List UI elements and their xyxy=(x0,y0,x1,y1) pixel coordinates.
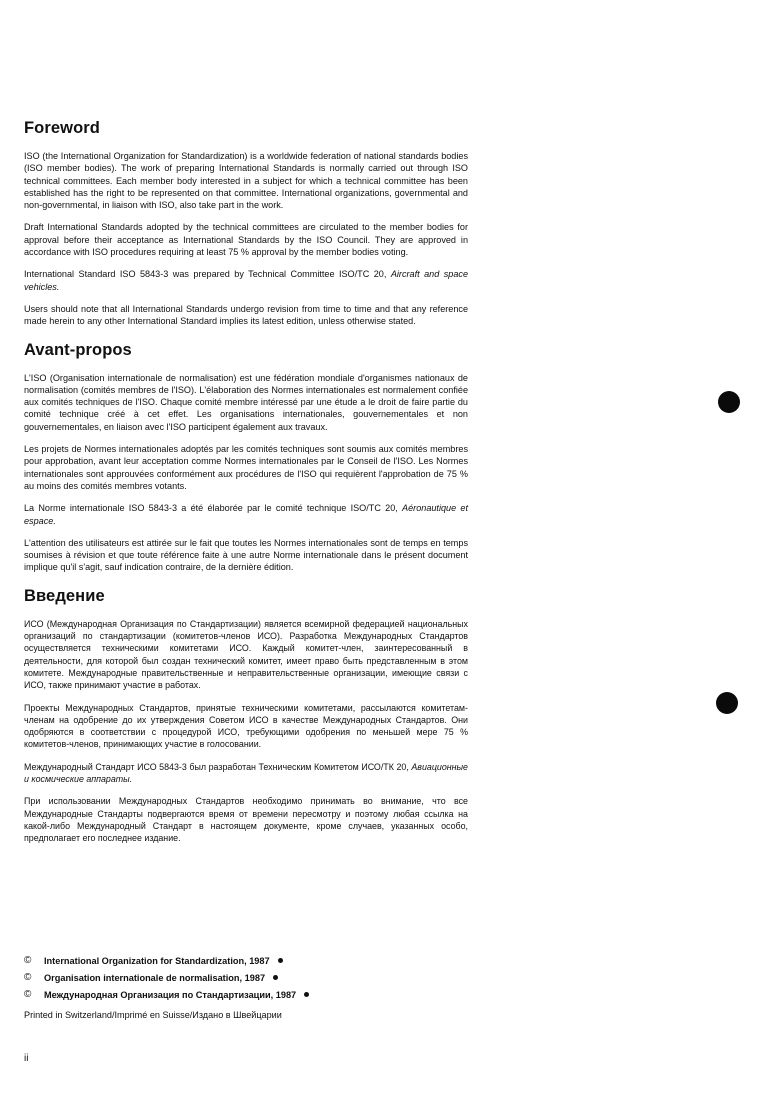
margin-dot-icon xyxy=(716,692,738,714)
copyright-symbol: © xyxy=(24,989,32,1000)
avant-propos-paragraph-1: L'ISO (Organisation internationale de normalisation) est une fédération mondiale d'organismes nationaux de normalisation (comités membres de l'ISO). L'élaboration des Normes internationales est normalement confiée aux comités techniques de l'ISO. Chaque comité membre intéressé par une étude a le droit de faire partie du comité technique créé à cet effet. Les organisations internationales, gouvernementales et non gouvernementales, en liaison avec l'ISO participent également aux travaux. xyxy=(24,372,468,432)
copyright-symbol: © xyxy=(24,955,32,966)
vvedenie-paragraph-2: Проекты Международных Стандартов, принятые техническими комитетами, рассылаются комитетам-членам на одобрение до их утверждения Советом ИСО в качестве Международных Стандартов. Они одобряются в соответствии с процедурой ИСО, требующими одобрения по меньшей мере 75 % комитетов-членов, принимающих участие в голосовании. xyxy=(24,702,468,750)
vvedenie-title: Введение xyxy=(24,586,105,605)
page-number: ii xyxy=(24,1053,29,1064)
vvedenie-section xyxy=(24,586,468,845)
main-content xyxy=(24,118,468,856)
avant-propos-paragraph-2: Les projets de Normes internationales adoptés par les comités techniques sont soumis aux comités membres pour approbation, avant leur acceptation comme Normes internationales par le Conseil de l'ISO. Les Normes internationales sont approuvées conformément aux procédures de l'ISO qui requièrent l'approbation de 75 % au moins des comités membres votants. xyxy=(24,444,468,491)
vvedenie-paragraph-3 xyxy=(24,761,468,786)
avant-propos-p3-text: La Norme internationale ISO 5843-3 a été élaborée par le comité technique ISO/TC 20, xyxy=(24,503,403,514)
copyright-text-fr: Organisation internationale de normalisation, 1987 xyxy=(44,972,266,983)
avant-propos-title: Avant-propos xyxy=(24,340,132,359)
foreword-p3-committee-name: Aircraft and space vehicles. xyxy=(24,269,469,292)
avant-propos-p3-committee-name: Aéronautique et espace. xyxy=(24,503,468,526)
foreword-title: Foreword xyxy=(24,119,100,137)
bullet-icon xyxy=(304,992,309,997)
vvedenie-p3-committee-name: Авиационные и космические аппараты. xyxy=(24,761,468,784)
avant-propos-section xyxy=(24,340,468,574)
copyright-block xyxy=(24,952,444,1003)
foreword-section xyxy=(24,118,468,328)
vvedenie-paragraph-1: ИСО (Международная Организация по Стандартизации) является всемирной федерацией национальных организаций по стандартизации (комитетов-членов ИСО). Разработка Международных Стандартов осуществляется техническими комитетами ИСО. Каждый комитет-член, заинтересованный в деятельности, для которой был создан технический комитет, имеет право быть представленным в этом комитете. Международные правительственные и неправительственные организации, имеющие связи с ИСО, также принимают участие в работах. xyxy=(24,618,468,691)
avant-propos-paragraph-3 xyxy=(24,502,468,527)
foreword-paragraph-4: Users should note that all International Standards undergo revision from time to time and that any reference made herein to any other International Standard implies its latest edition, unless otherwise stated. xyxy=(24,303,468,327)
foreword-p3-text: International Standard ISO 5843-3 was prepared by Technical Committee ISO/TC 20, xyxy=(24,269,391,280)
foreword-paragraph-2: Draft International Standards adopted by the technical committees are circulated to the member bodies for approval before their acceptance as International Standards by the ISO Council. They are approved in accordance with ISO procedures requiring at least 75 % approval by the member bodies voting. xyxy=(24,222,468,258)
copyright-line-ru xyxy=(24,986,444,1003)
printed-in-notice: Printed in Switzerland/Imprimé en Suisse/Издано в Швейцарии xyxy=(24,1010,282,1020)
avant-propos-paragraph-4: L'attention des utilisateurs est attirée sur le fait que toutes les Normes internationales sont de temps en temps soumises à révision et que toute référence faite à une autre Norme internationale dans le présent document implique qu'il s'agit, sauf indication contraire, de la dernière édition. xyxy=(24,537,468,573)
copyright-text-en: International Organization for Standardization, 1987 xyxy=(44,955,270,966)
foreword-paragraph-3 xyxy=(24,268,468,293)
bullet-icon xyxy=(273,975,278,980)
copyright-line-en xyxy=(24,952,444,969)
bullet-icon xyxy=(278,958,283,963)
copyright-symbol: © xyxy=(24,972,32,983)
vvedenie-p3-text: Международный Стандарт ИСО 5843-3 был разработан Техническим Комитетом ИСО/ТК 20, xyxy=(24,761,412,772)
margin-dot-icon xyxy=(718,391,740,413)
copyright-line-fr xyxy=(24,969,444,986)
copyright-text-ru: Международная Организация по Стандартизации, 1987 xyxy=(44,989,297,1000)
foreword-paragraph-1: ISO (the International Organization for Standardization) is a worldwide federation of national standards bodies (ISO member bodies). The work of preparing International Standards is normally carried out through ISO technical committees. Each member body interested in a subject for which a technical committee has been established has the right to be represented on that committee. International organizations, governmental and non-governmental, in liaison with ISO, also take part in the work. xyxy=(24,151,468,211)
vvedenie-paragraph-4: При использовании Международных Стандартов необходимо принимать во внимание, что все Международные Стандарты подвергаются время от времени пересмотру и поэтому любая ссылка на какой-либо Международный Стандарт в настоящем документе, кроме случаев, указанных особо, предполагает его последнее издание. xyxy=(24,796,468,844)
